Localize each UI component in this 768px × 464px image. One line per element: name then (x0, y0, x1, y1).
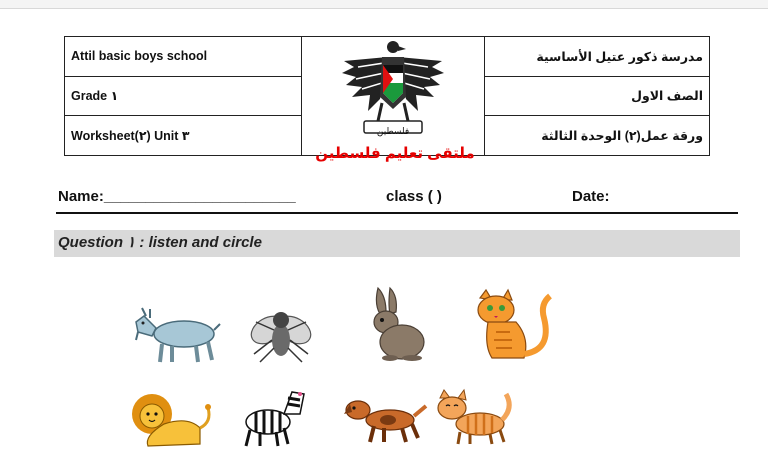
name-label: Name:_______________________ (58, 188, 296, 205)
cat-icon[interactable] (470, 288, 558, 364)
school-name-en: Attil basic boys school (65, 37, 302, 77)
goat-icon[interactable] (130, 306, 222, 364)
question-label: Question ١ : listen and circle (58, 234, 262, 251)
emblem-caption: فلسطين (376, 126, 410, 136)
fly-icon[interactable] (246, 300, 316, 364)
grade-en: Grade ١ (65, 76, 302, 116)
student-info-row (56, 186, 738, 214)
worksheet-ar: ورقة عمل(٢) الوحدة الثالثة (484, 116, 709, 156)
header-table (64, 36, 710, 156)
grade-ar: الصف الاول (484, 76, 709, 116)
worksheet-en: Worksheet(٢) Unit ٣ (65, 116, 302, 156)
tabby-cat-icon[interactable] (434, 388, 514, 446)
window-top-strip (0, 0, 768, 9)
dog-icon[interactable] (340, 396, 430, 444)
rabbit-icon[interactable] (360, 284, 426, 362)
question-bar (54, 230, 740, 257)
zebra-icon[interactable] (234, 384, 314, 448)
class-label: class ( ) (386, 188, 442, 205)
lion-icon[interactable] (128, 392, 214, 450)
emblem-cell (302, 37, 484, 156)
school-name-ar: مدرسة ذكور عتيل الأساسية (484, 37, 709, 77)
forum-watermark: ملتقى تعليم فلسطين (315, 145, 475, 162)
date-label: Date: (572, 188, 610, 205)
